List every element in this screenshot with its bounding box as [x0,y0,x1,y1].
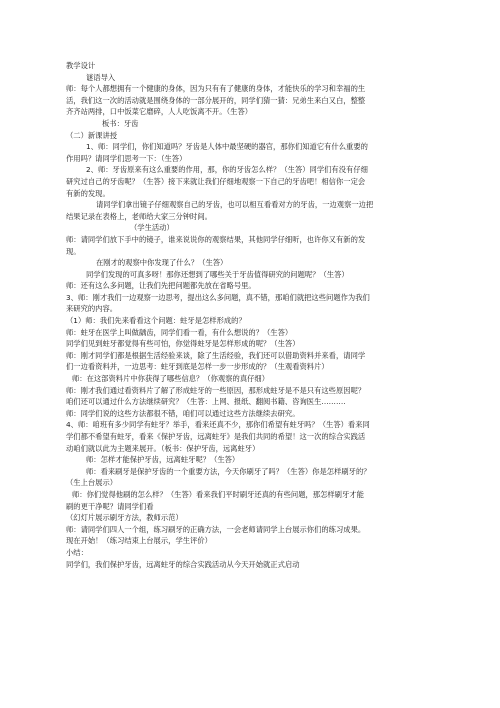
text-line: 现。 [66,246,81,256]
text-line: 谜语导入 [86,72,116,82]
text-line: 咱们还可以通过什么方法继续研究？（生答：上网、报纸、翻阅书籍、咨询医生………. [66,397,346,407]
text-line: 师：请同学们放下手中的镜子，谁来说说你的观察结果，其他同学仔细听，也许你又有新的发 [66,234,366,244]
text-line: （生上台展示） [66,478,118,488]
text-line: 们一边看资料并，一边思考：蛀牙到底是怎样一步一步形成的？（生观看资料片） [66,362,329,372]
document-body [66,60,434,570]
text-line: 现在开始！（练习结束上台展示，学生评价） [66,536,212,546]
text-line: 学们都不希望有蛀牙，看来《保护牙齿，远离蛀牙》是我们共同的希望！这一次的综合实践活 [66,432,366,441]
text-line: （学生活动） [130,223,174,233]
text-line: 师：每个人都想拥有一个健康的身体，因为只有有了健康的身体，才能快乐的学习和幸福的生 [66,84,366,94]
text-line: 研究过自己的牙齿呢？（生答）接下来就让我们仔细地观察一下自己的牙齿吧！相信你一定会 [66,176,366,186]
text-line: 来研究的内容。 [66,304,118,314]
text-line: （幻灯片展示刷牙方法，教师示范） [66,513,183,523]
text-line: 师：刚才我们通过看资料片了解了形成蛀牙的一些原因，那形成蛀牙是不是只有这些原因呢？ [66,385,366,395]
text-line: 有新的发现。 [66,188,110,198]
text-line: 师：还有这么多问题，让我们先把问题都先放在省略号里。 [66,281,256,291]
text-line: 活，我们这一次的活动就是围绕身体的一部分展开的，同学们猜一猜：兄弟生来白又白，整整 [66,95,366,105]
text-line: 刷的更干净呢？请同学们看 [66,501,154,511]
text-line: 同学们，我们保护牙齿，远离蛀牙的综合实践活动从今天开始就正式启动 [66,559,300,569]
text-line: （二）新课讲授 [66,130,118,140]
text-line: 3、师：刚才我们一边观察一边思考，提出这么多问题，真不错，那咱们就把这些问题作为我们 [66,292,370,302]
text-line: 1、师：同学们，你们知道吗？牙齿是人体中最坚硬的器官，那你们知道它有什么重要的 [86,142,368,152]
text-line: 请同学们拿出镜子仔细观察自己的牙齿，也可以相互看看对方的牙齿，一边观察一边把 [96,200,374,210]
text-line: 小结： [66,547,88,557]
text-line: 师：看来刷牙是保护牙齿的一个重要方法，今天你刷牙了吗？（生答）你是怎样刷牙的？ [86,466,371,476]
text-line: 师：蛀牙在医学上叫做龋齿，同学们看一看，有什么想说的？（生答） [66,327,293,337]
text-line: 齐齐站两排，口中饭菜它磨碎，人人吃饭离不开。（生答） [66,107,253,117]
text-line: 同学们发现的可真多呀！那你还想到了哪些关于牙齿值得研究的问题呢？（生答） [86,269,349,279]
text-line: 动咱们就以此为主题来展开。（板书：保护牙齿，远离蛀牙） [66,443,260,453]
text-line: 2、师：牙齿原来有这么重要的作用，那，你的牙齿怎么样？（生答）同学们有没有仔细 [86,165,368,175]
text-line: 师：同学们说的这些方法都很不错，咱们可以通过这些方法继续去研究。 [66,408,300,418]
text-line: 作用吗？请同学们思考一下：（生答） [66,153,187,163]
text-line: 师：请同学们四人一个组，练习刷牙的正确方法，一会老师请同学上台展示你们的练习成果。 [66,524,366,534]
text-line: 教学设计 [66,61,96,70]
text-line: 师：刚才同学们都是根据生活经验来谈，除了生活经验，我们还可以借助资料并来看，请同学 [66,350,366,360]
text-line: 同学们见到蛀牙都觉得有些可怕，你觉得蛀牙是怎样形成的呢？（生答） [66,339,300,349]
text-line: 师：怎样才能保护牙齿，远离蛀牙呢？（生答） [86,455,240,465]
text-line: 师：在这部资料片中你获得了哪些信息？（你观察的真仔细） [72,374,270,384]
text-line: 在刚才的观察中你发现了什么？（生答） [96,258,228,268]
text-line: 结果记录在表格上，老师给大家三分钟时间。 [66,211,212,221]
text-line: 师：你们觉得他刷的怎么样？（生答）看来我们平时刷牙还真的有些问题，那怎样刷牙才能 [72,489,364,499]
text-line: （1）师：我们先来看看这个问题：蛀牙是怎样形成的？ [66,316,246,326]
text-line: 4、师：咱班有多少同学有蛀牙？举手，看来还真不少，那你们希望有蛀牙吗？（生答）看来同 [66,420,370,430]
text-line: 板书：牙齿 [102,118,139,128]
